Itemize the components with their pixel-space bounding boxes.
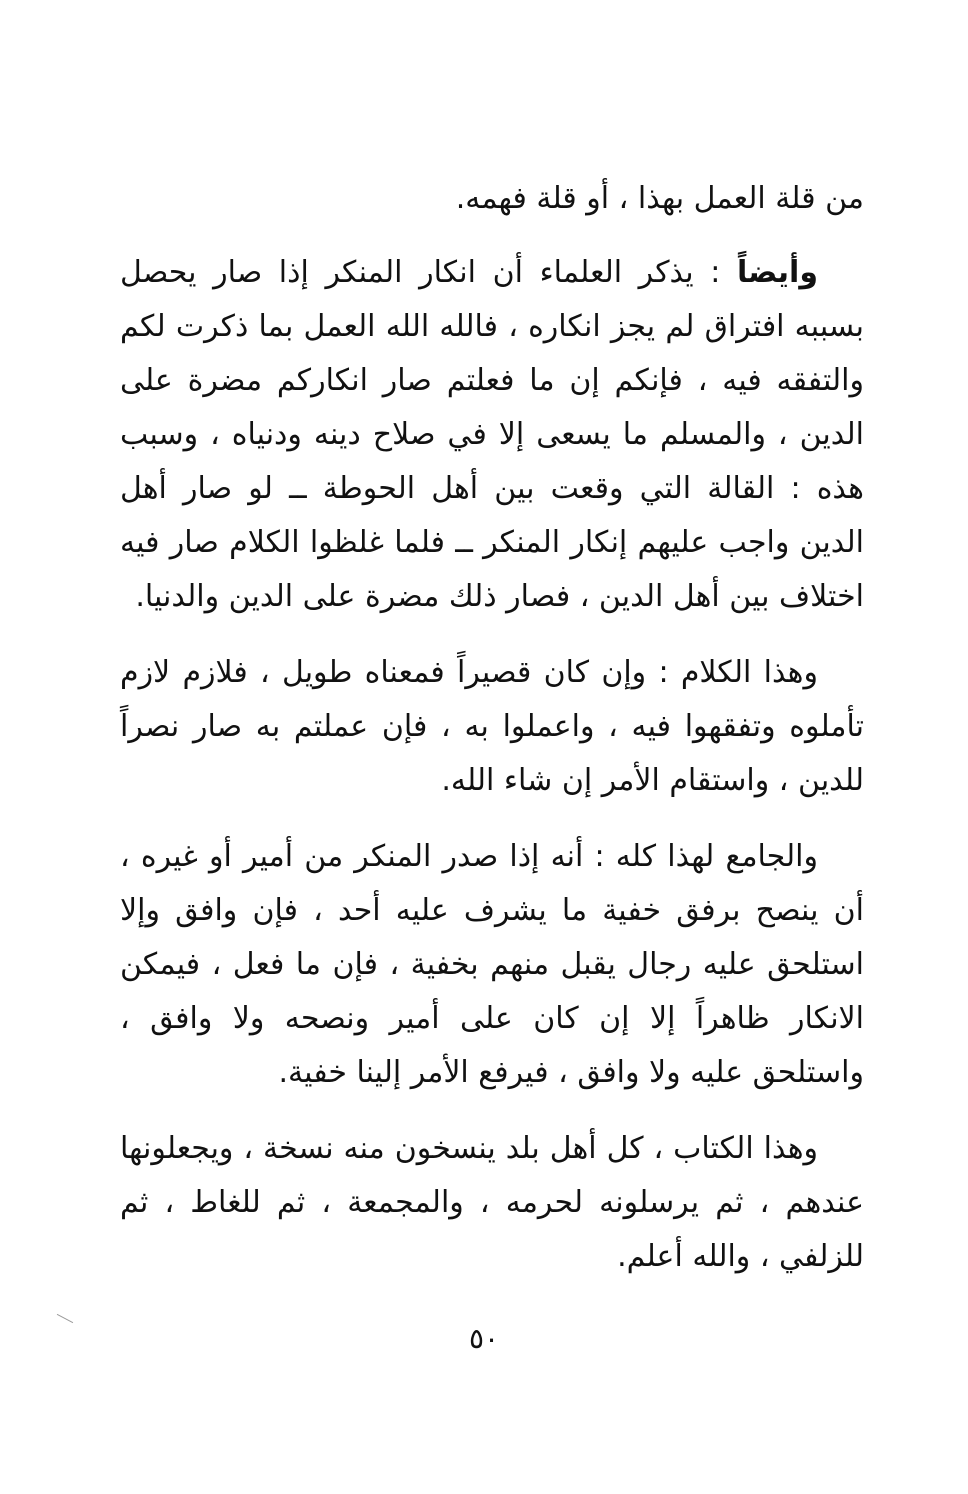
paragraph-this-letter	[120, 1122, 864, 1284]
paragraph-continuation	[120, 172, 864, 226]
paragraph-text: من قلة العمل بهذا ، أو قلة فهمه.	[455, 181, 864, 216]
paragraph-text: : يذكر العلماء أن انكار المنكر إذا صار يحصل بسببه افتراق لم يجز انكاره ، فالله الله العمل بما ذكرت لكم والتفقه فيه ، فإنكم إن ما فعلتم صار انكاركم مضرة على الدين ، والمسلم ما يسعى إلا في صلاح دينه ودنياه ، وسبب هذه : القالة التي وقعت بين أهل الحوطة ــ لو صار أهل الدين واجب عليهم إنكار المنكر ــ فلما غلظوا الكلام صار فيه اختلاف بين أهل الدين ، فصار ذلك مضرة على الدين والدنيا.	[120, 255, 864, 614]
paragraph-also	[120, 246, 864, 624]
paragraph-text: وهذا الكلام : وإن كان قصيراً فمعناه طويل ، فلازم لازم تأملوه وتفقهوا فيه ، واعملوا به ، فإن عملتم به صار نصراً للدين ، واستقام الأمر إن شاء الله.	[120, 655, 864, 798]
paragraph-summary	[120, 830, 864, 1100]
paragraph-lead-word: وأيضاً	[736, 255, 818, 290]
paragraph-this-speech	[120, 646, 864, 808]
page-number: ٥٠	[468, 1322, 500, 1355]
paragraph-text: والجامع لهذا كله : أنه إذا صدر المنكر من أمير أو غيره ، أن ينصح برفق خفية ما يشرف عليه أحد ، فإن وافق وإلا استلحق عليه رجال يقبل منهم بخفية ، فإن ما فعل ، فيمكن الانكار ظاهراً إلا إن كان على أمير ونصحه ولا وافق ، واستلحق عليه ولا وافق ، فيرفع الأمر إلينا خفية.	[120, 839, 864, 1090]
page-body	[120, 172, 864, 1284]
paragraph-text: وهذا الكتاب ، كل أهل بلد ينسخون منه نسخة ، ويجعلونها عندهم ، ثم يرسلونه لحرمه ، والمجمعة ، ثم للغاط ، ثم للزلفي ، والله أعلم.	[120, 1131, 864, 1274]
